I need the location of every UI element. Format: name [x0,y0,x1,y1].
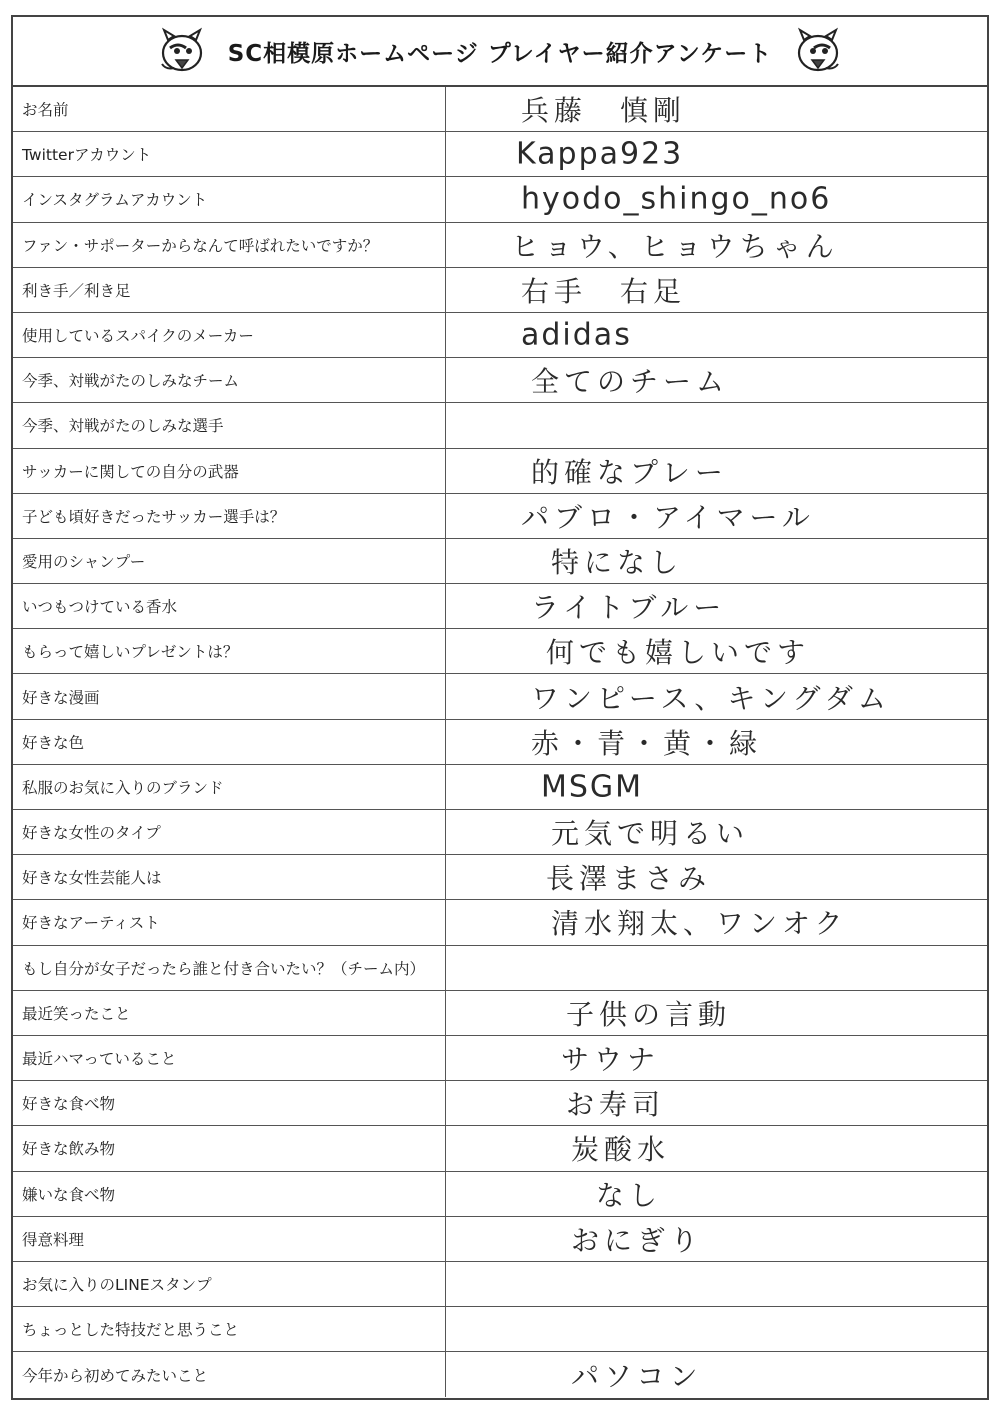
handwritten-answer: ライトブルー [531,591,727,625]
answer-cell [446,720,987,764]
question-label: 好きな女性のタイプ [13,810,446,854]
survey-row [13,87,987,132]
survey-row [13,1126,987,1171]
question-label: いつもつけている香水 [13,584,446,628]
answer-cell [446,629,987,673]
survey-row [13,584,987,629]
answer-cell [446,1126,987,1170]
answer-cell [446,87,987,131]
handwritten-answer: 全てのチーム [531,365,730,399]
survey-row [13,449,987,494]
question-label: 最近笑ったこと [13,991,446,1035]
question-label: お名前 [13,87,446,131]
handwritten-answer: MSGM [541,769,644,805]
question-label: 子ども頃好きだったサッカー選手は？ [13,494,446,538]
survey-row [13,403,987,448]
survey-row [13,132,987,177]
handwritten-answer: 炭酸水 [571,1133,671,1167]
handwritten-answer: 何でも嬉しいです [546,636,811,670]
survey-row [13,358,987,403]
question-label: 好きな食べ物 [13,1081,446,1125]
question-label: お気に入りのLINEスタンプ [13,1262,446,1306]
handwritten-answer: お寿司 [566,1088,666,1122]
question-label: 好きな色 [13,720,446,764]
survey-row [13,313,987,358]
question-label: インスタグラムアカウント [13,177,446,221]
answer-cell [446,223,987,267]
answer-cell [446,449,987,493]
question-label: 好きな飲み物 [13,1126,446,1170]
survey-row [13,1172,987,1217]
question-label: 愛用のシャンプー [13,539,446,583]
answer-cell [446,268,987,312]
question-label: 好きなアーティスト [13,900,446,944]
handwritten-answer: hyodo_shingo_no6 [521,181,832,217]
survey-row [13,720,987,765]
survey-row [13,539,987,584]
survey-row [13,177,987,222]
answer-cell [446,991,987,1035]
question-label: もらって嬉しいプレゼントは？ [13,629,446,673]
question-label: ファン・サポーターからなんて呼ばれたいですか？ [13,223,446,267]
answer-cell [446,403,987,447]
question-label: 今季、対戦がたのしみな選手 [13,403,446,447]
answer-cell [446,765,987,809]
handwritten-answer: 長澤まさみ [546,862,712,896]
question-label: 嫌いな食べ物 [13,1172,446,1216]
handwritten-answer: 右手 右足 [521,274,687,308]
survey-row [13,1217,987,1262]
question-label: サッカーに関しての自分の武器 [13,449,446,493]
answer-cell [446,177,987,221]
handwritten-answer: 特になし [551,545,684,579]
survey-title: SC相模原ホームページ プレイヤー紹介アンケート [227,40,773,67]
handwritten-answer: ヒョウ、ヒョウちゃん [511,229,839,263]
survey-row [13,1036,987,1081]
answer-cell [446,946,987,990]
answer-cell [446,1036,987,1080]
survey-row [13,765,987,810]
handwritten-answer: 赤・青・黄・緑 [531,726,763,760]
survey-sheet [11,15,989,1400]
answer-cell [446,855,987,899]
survey-row [13,629,987,674]
survey-row [13,1262,987,1307]
survey-row [13,223,987,268]
survey-row [13,1081,987,1126]
handwritten-answer: 清水翔太、ワンオク [551,907,848,941]
question-label: もし自分が女子だったら誰と付き合いたい？（チーム内） [13,946,446,990]
question-label: ちょっとした特技だと思うこと [13,1307,446,1351]
survey-row [13,991,987,1036]
answer-cell [446,810,987,854]
handwritten-answer: パブロ・アイマール [521,500,815,534]
question-label: 使用しているスパイクのメーカー [13,313,446,357]
survey-row [13,900,987,945]
survey-row [13,494,987,539]
answer-cell [446,539,987,583]
answer-cell [446,313,987,357]
handwritten-answer: 元気で明るい [551,817,750,851]
survey-row [13,674,987,719]
handwritten-answer: 的確なプレー [531,455,728,489]
question-label: 好きな女性芸能人は [13,855,446,899]
answer-cell [446,1307,987,1351]
mascot-logo-left [156,26,208,76]
mascot-logo-right [792,26,844,76]
answer-cell [446,132,987,176]
survey-header [13,17,987,87]
survey-row [13,1352,987,1397]
survey-rows [13,87,987,1397]
handwritten-answer: ワンピース、キングダム [531,681,891,715]
question-label: Twitterアカウント [13,132,446,176]
question-label: 今年から初めてみたいこと [13,1352,446,1397]
answer-cell [446,674,987,718]
answer-cell [446,1081,987,1125]
survey-row [13,810,987,855]
question-label: 利き手／利き足 [13,268,446,312]
handwritten-answer: サウナ [561,1043,661,1077]
answer-cell [446,900,987,944]
survey-row [13,268,987,313]
question-label: 好きな漫画 [13,674,446,718]
answer-cell [446,494,987,538]
handwritten-answer: パソコン [571,1359,703,1393]
answer-cell [446,1352,987,1397]
handwritten-answer: 兵藤 慎剛 [521,94,687,128]
answer-cell [446,1262,987,1306]
handwritten-answer: なし [596,1178,663,1212]
survey-row [13,946,987,991]
question-label: 得意料理 [13,1217,446,1261]
handwritten-answer: Kappa923 [516,136,684,172]
survey-row [13,855,987,900]
survey-row [13,1307,987,1352]
answer-cell [446,584,987,628]
handwritten-answer: おにぎり [571,1223,704,1257]
handwritten-answer: adidas [521,317,632,353]
answer-cell [446,1172,987,1216]
question-label: 最近ハマっていること [13,1036,446,1080]
question-label: 今季、対戦がたのしみなチーム [13,358,446,402]
handwritten-answer: 子供の言動 [566,997,732,1031]
answer-cell [446,1217,987,1261]
question-label: 私服のお気に入りのブランド [13,765,446,809]
answer-cell [446,358,987,402]
